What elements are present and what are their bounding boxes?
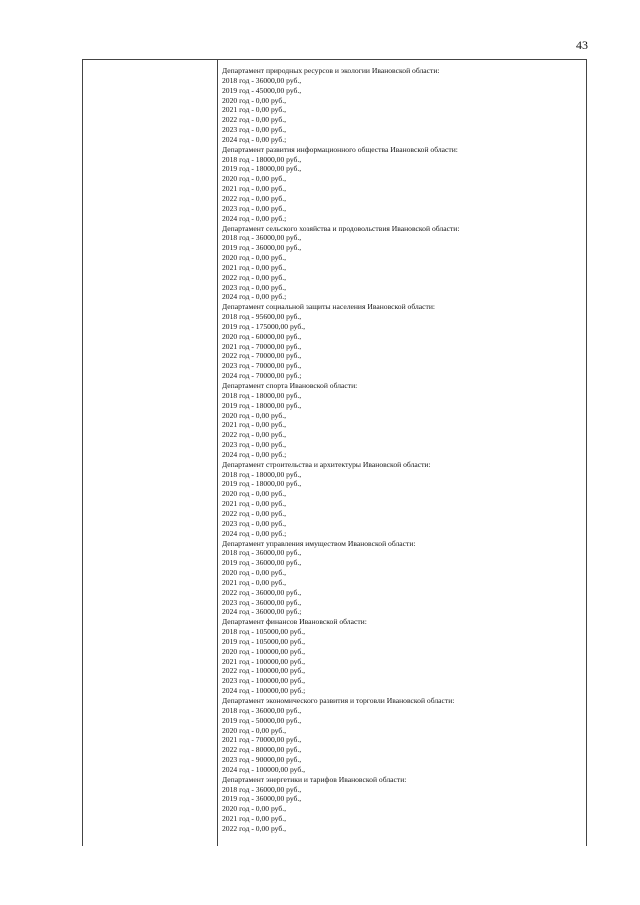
year-amount-line: 2018 год - 18000,00 руб.,: [222, 390, 302, 400]
year-amount-line: 2019 год - 36000,00 руб.,: [222, 558, 302, 568]
year-amount-line: 2023 год - 90000,00 руб.,: [222, 755, 302, 765]
year-amount-line: 2021 год - 0,00 руб.,: [222, 814, 287, 824]
year-amount-line: 2018 год - 18000,00 руб.,: [222, 469, 302, 479]
year-amount-line: 2022 год - 80000,00 руб.,: [222, 745, 302, 755]
year-amount-line: 2021 год - 70000,00 руб.,: [222, 735, 302, 745]
year-amount-line: 2018 год - 36000,00 руб.,: [222, 705, 302, 715]
year-amount-line: 2019 год - 45000,00 руб.,: [222, 85, 302, 95]
year-amount-line: 2024 год - 70000,00 руб.;: [222, 371, 302, 381]
table-column-divider: [217, 60, 218, 846]
department-block: [222, 539, 584, 618]
year-amount-line: 2024 год - 0,00 руб.;: [222, 292, 287, 302]
department-name: Департамент развития информационного общества Ивановской области:: [222, 144, 458, 154]
department-block: [222, 775, 584, 834]
year-amount-line: 2018 год - 36000,00 руб.,: [222, 75, 302, 85]
year-amount-line: 2018 год - 36000,00 руб.,: [222, 233, 302, 243]
year-amount-line: 2023 год - 0,00 руб.,: [222, 282, 287, 292]
year-amount-line: 2022 год - 0,00 руб.,: [222, 823, 287, 833]
department-name: Департамент экономического развития и торговли Ивановской области:: [222, 696, 455, 705]
table-left-border: [82, 60, 83, 846]
year-amount-line: 2020 год - 0,00 руб.,: [222, 568, 287, 578]
department-name: Департамент сельского хозяйства и продовольствия Ивановской области:: [222, 223, 460, 233]
year-amount-line: 2024 год - 36000,00 руб.;: [222, 607, 302, 617]
year-amount-line: 2024 год - 100000,00 руб.;: [222, 686, 306, 696]
year-amount-line: 2019 год - 50000,00 руб.,: [222, 715, 302, 725]
year-amount-line: 2022 год - 0,00 руб.,: [222, 430, 287, 440]
year-amount-line: 2022 год - 0,00 руб.,: [222, 272, 287, 282]
year-amount-line: 2022 год - 0,00 руб.,: [222, 115, 287, 125]
year-amount-line: 2022 год - 70000,00 руб.,: [222, 351, 302, 361]
year-amount-line: 2024 год - 0,00 руб.;: [222, 528, 287, 538]
table-right-border: [586, 60, 587, 846]
department-block: [222, 145, 584, 224]
year-amount-line: 2018 год - 95600,00 руб.,: [222, 312, 302, 322]
year-amount-line: 2024 год - 100000,00 руб.,: [222, 764, 306, 774]
year-amount-line: 2023 год - 0,00 руб.,: [222, 518, 287, 528]
year-amount-line: 2020 год - 60000,00 руб.,: [222, 331, 302, 341]
year-amount-line: 2019 год - 36000,00 руб.,: [222, 794, 302, 804]
year-amount-line: 2020 год - 0,00 руб.,: [222, 253, 287, 263]
year-amount-line: 2019 год - 105000,00 руб.,: [222, 636, 306, 646]
department-name: Департамент социальной защиты населения Ивановской области:: [222, 302, 436, 312]
year-amount-line: 2019 год - 18000,00 руб.,: [222, 164, 302, 174]
year-amount-line: 2020 год - 0,00 руб.,: [222, 804, 287, 814]
department-name: Департамент спорта Ивановской области:: [222, 381, 358, 390]
year-amount-line: 2024 год - 0,00 руб.;: [222, 213, 287, 223]
year-amount-line: 2024 год - 0,00 руб.;: [222, 449, 287, 459]
year-amount-line: 2021 год - 0,00 руб.,: [222, 105, 287, 115]
year-amount-line: 2020 год - 0,00 руб.,: [222, 725, 287, 735]
year-amount-line: 2023 год - 0,00 руб.,: [222, 440, 287, 450]
department-block: [222, 617, 584, 696]
year-amount-line: 2023 год - 0,00 руб.,: [222, 203, 287, 213]
year-amount-line: 2022 год - 0,00 руб.,: [222, 508, 287, 518]
year-amount-line: 2020 год - 0,00 руб.,: [222, 489, 287, 499]
year-amount-line: 2020 год - 100000,00 руб.,: [222, 646, 306, 656]
year-amount-line: 2020 год - 0,00 руб.,: [222, 174, 287, 184]
year-amount-line: 2021 год - 0,00 руб.,: [222, 420, 287, 430]
page-number: 43: [576, 38, 588, 52]
year-amount-line: 2021 год - 70000,00 руб.,: [222, 341, 302, 351]
year-amount-line: 2018 год - 105000,00 руб.,: [222, 627, 306, 637]
department-block: [222, 302, 584, 381]
department-block: [222, 381, 584, 460]
year-amount-line: 2021 год - 0,00 руб.,: [222, 577, 287, 587]
funding-list: [222, 66, 584, 834]
department-name: Департамент природных ресурсов и экологии Ивановской области:: [222, 66, 440, 75]
year-amount-line: 2019 год - 36000,00 руб.,: [222, 243, 302, 253]
year-amount-line: 2020 год - 0,00 руб.,: [222, 410, 287, 420]
year-amount-line: 2023 год - 36000,00 руб.,: [222, 597, 302, 607]
department-block: [222, 224, 584, 303]
department-block: [222, 460, 584, 539]
year-amount-line: 2021 год - 0,00 руб.,: [222, 499, 287, 509]
year-amount-line: 2019 год - 175000,00 руб.,: [222, 321, 306, 331]
year-amount-line: 2019 год - 18000,00 руб.,: [222, 479, 302, 489]
year-amount-line: 2021 год - 100000,00 руб.,: [222, 656, 306, 666]
department-name: Департамент управления имуществом Ивановской области:: [222, 538, 416, 548]
department-name: Департамент финансов Ивановской области:: [222, 617, 367, 627]
year-amount-line: 2018 год - 18000,00 руб.,: [222, 154, 302, 164]
department-name: Департамент энергетики и тарифов Ивановской области:: [222, 774, 407, 784]
year-amount-line: 2021 год - 0,00 руб.,: [222, 262, 287, 272]
department-block: [222, 696, 584, 775]
year-amount-line: 2022 год - 100000,00 руб.,: [222, 666, 306, 676]
year-amount-line: 2020 год - 0,00 руб.,: [222, 95, 287, 105]
year-amount-line: 2023 год - 70000,00 руб.,: [222, 361, 302, 371]
department-name: Департамент строительства и архитектуры Ивановской области:: [222, 459, 431, 469]
year-amount-line: 2018 год - 36000,00 руб.,: [222, 548, 302, 558]
year-amount-line: 2021 год - 0,00 руб.,: [222, 184, 287, 194]
year-amount-line: 2019 год - 18000,00 руб.,: [222, 400, 302, 410]
year-amount-line: 2023 год - 100000,00 руб.,: [222, 676, 306, 686]
year-amount-line: 2023 год - 0,00 руб.,: [222, 125, 287, 135]
year-amount-line: 2022 год - 36000,00 руб.,: [222, 587, 302, 597]
year-amount-line: 2018 год - 36000,00 руб.,: [222, 784, 302, 794]
year-amount-line: 2022 год - 0,00 руб.,: [222, 193, 287, 203]
department-block: [222, 66, 584, 145]
year-amount-line: 2024 год - 0,00 руб.;: [222, 134, 287, 144]
